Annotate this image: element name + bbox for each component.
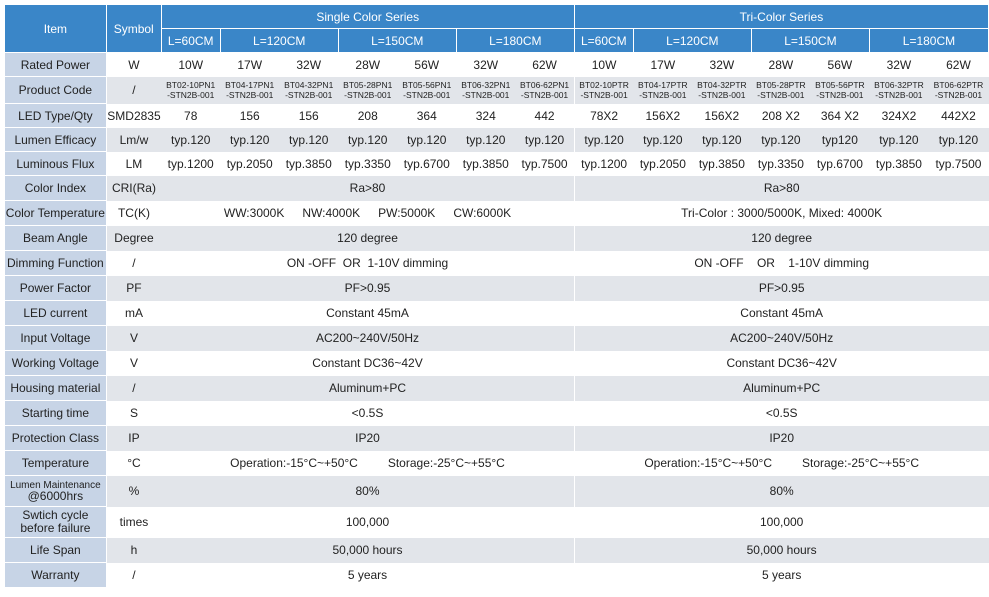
tri-value: typ.1200 (574, 152, 633, 176)
single-value: typ.6700 (397, 152, 456, 176)
row-symbol: / (106, 251, 161, 276)
row-label: Product Code (5, 77, 107, 104)
single-value: typ.3850 (279, 152, 338, 176)
row-label: Rated Power (5, 53, 107, 77)
single-value: typ.120 (220, 128, 279, 152)
row-label: Working Voltage (5, 351, 107, 376)
row-life-span (5, 538, 989, 563)
row-label: Color Temperature (5, 201, 107, 226)
tri-value: typ.7500 (928, 152, 988, 176)
header-length-tri-180: L=180CM (869, 29, 988, 53)
row-symbol: Lm/w (106, 128, 161, 152)
single-value: AC200~240V/50Hz (161, 326, 574, 351)
header-symbol: Symbol (106, 5, 161, 53)
row-label: Color Index (5, 176, 107, 201)
single-value: 80% (161, 476, 574, 507)
row-label: Input Voltage (5, 326, 107, 351)
header-length-tri-60: L=60CM (574, 29, 633, 53)
tri-value: typ.120 (751, 128, 810, 152)
row-lumen-efficacy (5, 128, 989, 152)
row-label: Housing material (5, 376, 107, 401)
header-length-tri-120: L=120CM (633, 29, 751, 53)
single-value: 120 degree (161, 226, 574, 251)
tri-value: typ.120 (574, 128, 633, 152)
header-single-series: Single Color Series (161, 5, 574, 29)
single-value: Aluminum+PC (161, 376, 574, 401)
single-value: typ.120 (515, 128, 574, 152)
tri-value: Constant 45mA (574, 301, 988, 326)
header-length-single-150: L=150CM (338, 29, 456, 53)
row-temperature (5, 451, 989, 476)
row-housing-material (5, 376, 989, 401)
single-value: 28W (338, 53, 397, 77)
row-starting-time (5, 401, 989, 426)
tri-value: typ.3850 (869, 152, 928, 176)
tri-value: 78X2 (574, 104, 633, 128)
spec-table (4, 4, 989, 588)
single-value: typ.3850 (456, 152, 515, 176)
row-led-current (5, 301, 989, 326)
row-symbol: TC(K) (106, 201, 161, 226)
row-beam-angle (5, 226, 989, 251)
tri-value: 28W (751, 53, 810, 77)
header-length-single-60: L=60CM (161, 29, 220, 53)
tri-product-code: BT05-56PTR -STN2B-001 (810, 77, 869, 104)
single-value: typ.1200 (161, 152, 220, 176)
row-rated-power (5, 53, 989, 77)
tri-value: 120 degree (574, 226, 988, 251)
single-value: typ.120 (161, 128, 220, 152)
header-length-tri-150: L=150CM (751, 29, 869, 53)
row-label: Life Span (5, 538, 107, 563)
row-switch-cycle (5, 507, 989, 538)
tri-product-code: BT05-28PTR -STN2B-001 (751, 77, 810, 104)
single-value: 56W (397, 53, 456, 77)
tri-value: typ.2050 (633, 152, 692, 176)
row-luminous-flux (5, 152, 989, 176)
header-length-single-180: L=180CM (456, 29, 574, 53)
row-label: Temperature (5, 451, 107, 476)
tri-value: <0.5S (574, 401, 988, 426)
tri-value: 156X2 (633, 104, 692, 128)
tri-value: typ120 (810, 128, 869, 152)
tri-value: Constant DC36~42V (574, 351, 988, 376)
tri-value: ON -OFF OR 1-10V dimming (574, 251, 988, 276)
single-value: 32W (279, 53, 338, 77)
row-label: LED Type/Qty (5, 104, 107, 128)
tri-value: 17W (633, 53, 692, 77)
tri-value: typ.120 (692, 128, 751, 152)
row-symbol: times (106, 507, 161, 538)
single-value: PF>0.95 (161, 276, 574, 301)
single-value: 100,000 (161, 507, 574, 538)
row-warranty (5, 563, 989, 588)
single-value: 50,000 hours (161, 538, 574, 563)
single-value: typ.120 (338, 128, 397, 152)
header-item: Item (5, 5, 107, 53)
row-symbol: CRI(Ra) (106, 176, 161, 201)
single-value: typ.120 (456, 128, 515, 152)
tri-value: typ.120 (869, 128, 928, 152)
tri-value: 32W (869, 53, 928, 77)
tri-value: AC200~240V/50Hz (574, 326, 988, 351)
single-value: typ.7500 (515, 152, 574, 176)
single-value: 208 (338, 104, 397, 128)
row-symbol: SMD2835 (106, 104, 161, 128)
tri-product-code: BT04-17PTR -STN2B-001 (633, 77, 692, 104)
row-lumen-maintenance (5, 476, 989, 507)
row-color-index (5, 176, 989, 201)
row-color-temperature (5, 201, 989, 226)
row-label: Swtich cycle before failure (5, 507, 107, 538)
tri-value: Aluminum+PC (574, 376, 988, 401)
single-value: Constant DC36~42V (161, 351, 574, 376)
tri-value: typ.3850 (692, 152, 751, 176)
tri-value: typ.3350 (751, 152, 810, 176)
row-label: Dimming Function (5, 251, 107, 276)
row-label: Protection Class (5, 426, 107, 451)
row-led-type (5, 104, 989, 128)
row-symbol: / (106, 77, 161, 104)
tri-value: 50,000 hours (574, 538, 988, 563)
single-value: Operation:-15°C~+50°C Storage:-25°C~+55°C (161, 451, 574, 476)
tri-value: Tri-Color : 3000/5000K, Mixed: 4000K (574, 201, 988, 226)
row-label: Luminous Flux (5, 152, 107, 176)
header-length-single-120: L=120CM (220, 29, 338, 53)
tri-product-code: BT06-62PTR -STN2B-001 (928, 77, 988, 104)
row-symbol: S (106, 401, 161, 426)
row-symbol: Degree (106, 226, 161, 251)
single-value: typ.3350 (338, 152, 397, 176)
single-value: 32W (456, 53, 515, 77)
row-working-voltage (5, 351, 989, 376)
single-product-code: BT04-32PN1 -STN2B-001 (279, 77, 338, 104)
tri-value: 62W (928, 53, 988, 77)
row-protection-class (5, 426, 989, 451)
tri-value: 364 X2 (810, 104, 869, 128)
row-symbol: h (106, 538, 161, 563)
row-symbol: LM (106, 152, 161, 176)
tri-value: typ.120 (633, 128, 692, 152)
row-symbol: °C (106, 451, 161, 476)
row-label: Power Factor (5, 276, 107, 301)
tri-value: IP20 (574, 426, 988, 451)
tri-value: 208 X2 (751, 104, 810, 128)
row-symbol: % (106, 476, 161, 507)
tri-value: typ.120 (928, 128, 988, 152)
row-label: Lumen Maintenance @6000hrs (5, 476, 107, 507)
tri-value: 442X2 (928, 104, 988, 128)
single-value: <0.5S (161, 401, 574, 426)
single-product-code: BT05-28PN1 -STN2B-001 (338, 77, 397, 104)
single-value: typ.120 (397, 128, 456, 152)
single-value: 364 (397, 104, 456, 128)
row-dimming-function (5, 251, 989, 276)
tri-value: 156X2 (692, 104, 751, 128)
single-product-code: BT05-56PN1 -STN2B-001 (397, 77, 456, 104)
row-label: Starting time (5, 401, 107, 426)
tri-value: Operation:-15°C~+50°C Storage:-25°C~+55°C (574, 451, 988, 476)
tri-product-code: BT04-32PTR -STN2B-001 (692, 77, 751, 104)
single-value: 17W (220, 53, 279, 77)
tri-product-code: BT02-10PTR -STN2B-001 (574, 77, 633, 104)
row-symbol: W (106, 53, 161, 77)
single-value: Ra>80 (161, 176, 574, 201)
single-value: WW:3000K NW:4000K PW:5000K CW:6000K (161, 201, 574, 226)
row-symbol: V (106, 326, 161, 351)
single-value: ON -OFF OR 1-10V dimming (161, 251, 574, 276)
tri-value: 10W (574, 53, 633, 77)
single-product-code: BT06-32PN1 -STN2B-001 (456, 77, 515, 104)
row-symbol: PF (106, 276, 161, 301)
single-value: 156 (279, 104, 338, 128)
row-label: Lumen Efficacy (5, 128, 107, 152)
single-value: IP20 (161, 426, 574, 451)
row-symbol: / (106, 563, 161, 588)
row-input-voltage (5, 326, 989, 351)
row-symbol: / (106, 376, 161, 401)
tri-product-code: BT06-32PTR -STN2B-001 (869, 77, 928, 104)
single-value: 62W (515, 53, 574, 77)
row-symbol: V (106, 351, 161, 376)
single-value: typ.2050 (220, 152, 279, 176)
single-value: 10W (161, 53, 220, 77)
tri-value: 80% (574, 476, 988, 507)
tri-value: 56W (810, 53, 869, 77)
header-tri-series: Tri-Color Series (574, 5, 988, 29)
tri-value: 100,000 (574, 507, 988, 538)
single-value: 156 (220, 104, 279, 128)
tri-value: Ra>80 (574, 176, 988, 201)
single-value: typ.120 (279, 128, 338, 152)
single-value: 78 (161, 104, 220, 128)
row-power-factor (5, 276, 989, 301)
row-label: LED current (5, 301, 107, 326)
tri-value: typ.6700 (810, 152, 869, 176)
tri-value: 324X2 (869, 104, 928, 128)
single-value: 442 (515, 104, 574, 128)
row-label: Beam Angle (5, 226, 107, 251)
single-value: Constant 45mA (161, 301, 574, 326)
row-product-code (5, 77, 989, 104)
tri-value: PF>0.95 (574, 276, 988, 301)
row-label: Warranty (5, 563, 107, 588)
row-symbol: IP (106, 426, 161, 451)
tri-value: 32W (692, 53, 751, 77)
single-value: 324 (456, 104, 515, 128)
tri-value: 5 years (574, 563, 988, 588)
single-value: 5 years (161, 563, 574, 588)
row-symbol: mA (106, 301, 161, 326)
single-product-code: BT06-62PN1 -STN2B-001 (515, 77, 574, 104)
single-product-code: BT04-17PN1 -STN2B-001 (220, 77, 279, 104)
single-product-code: BT02-10PN1 -STN2B-001 (161, 77, 220, 104)
